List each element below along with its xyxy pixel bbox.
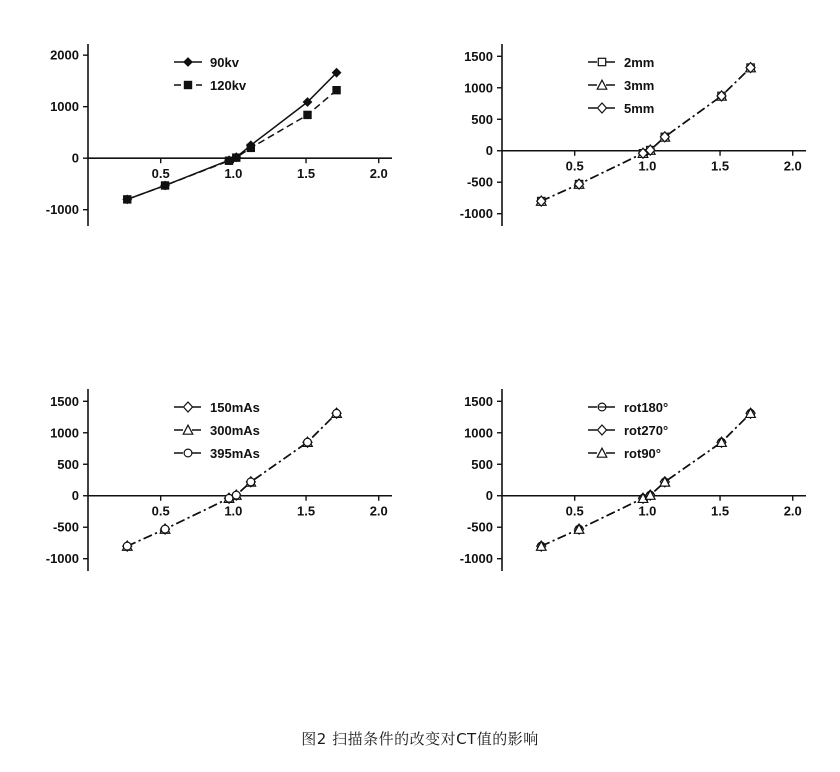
svg-text:-1000: -1000 — [459, 206, 493, 222]
svg-text:2mm: 2mm — [624, 55, 655, 70]
svg-text:1.5: 1.5 — [711, 503, 730, 519]
svg-text:1.0: 1.0 — [638, 158, 657, 174]
svg-text:1.0: 1.0 — [638, 503, 657, 519]
svg-text:300mAs: 300mAs — [210, 423, 260, 438]
svg-text:500: 500 — [57, 456, 79, 472]
figure-caption: 图2 扫描条件的改变对CT值的影响 — [301, 730, 539, 748]
svg-text:-500: -500 — [466, 174, 493, 190]
chart-panel-kv — [18, 20, 408, 330]
svg-text:1000: 1000 — [464, 80, 493, 96]
svg-text:1500: 1500 — [464, 48, 493, 64]
svg-text:90kv: 90kv — [210, 55, 239, 70]
svg-text:0.5: 0.5 — [565, 158, 584, 174]
svg-text:500: 500 — [471, 111, 493, 127]
svg-text:0.5: 0.5 — [151, 166, 170, 182]
svg-text:1000: 1000 — [50, 425, 79, 441]
svg-text:-500: -500 — [466, 519, 493, 535]
svg-text:1.5: 1.5 — [297, 166, 316, 182]
svg-text:0: 0 — [485, 488, 493, 504]
svg-text:5mm: 5mm — [624, 101, 655, 116]
svg-text:1000: 1000 — [50, 99, 79, 115]
svg-text:rot90°: rot90° — [624, 446, 661, 461]
svg-text:1000: 1000 — [464, 425, 493, 441]
svg-text:2000: 2000 — [50, 47, 79, 63]
chart-panel-rotation — [432, 365, 822, 675]
svg-text:0.5: 0.5 — [151, 503, 170, 519]
svg-text:rot180°: rot180° — [624, 400, 669, 415]
svg-text:120kv: 120kv — [210, 78, 247, 93]
svg-text:395mAs: 395mAs — [210, 446, 260, 461]
svg-text:0: 0 — [71, 150, 79, 166]
svg-text:-1000: -1000 — [459, 551, 493, 567]
svg-text:0: 0 — [485, 143, 493, 159]
svg-text:-1000: -1000 — [45, 202, 79, 218]
svg-text:0.5: 0.5 — [565, 503, 584, 519]
svg-text:2.0: 2.0 — [783, 503, 802, 519]
chart-panel-slice-thickness — [432, 20, 822, 330]
chart-panel-mas — [18, 365, 408, 675]
svg-text:0: 0 — [71, 488, 79, 504]
svg-text:2.0: 2.0 — [783, 158, 802, 174]
svg-text:-500: -500 — [52, 519, 79, 535]
svg-text:1.0: 1.0 — [224, 503, 243, 519]
svg-text:1.0: 1.0 — [224, 166, 243, 182]
svg-text:1.5: 1.5 — [711, 158, 730, 174]
svg-text:2.0: 2.0 — [369, 503, 388, 519]
svg-text:1500: 1500 — [464, 393, 493, 409]
svg-text:3mm: 3mm — [624, 78, 655, 93]
svg-text:2.0: 2.0 — [369, 166, 388, 182]
svg-text:1500: 1500 — [50, 393, 79, 409]
svg-text:rot270°: rot270° — [624, 423, 669, 438]
svg-text:1.5: 1.5 — [297, 503, 316, 519]
svg-text:-1000: -1000 — [45, 551, 79, 567]
svg-text:500: 500 — [471, 456, 493, 472]
svg-text:150mAs: 150mAs — [210, 400, 260, 415]
